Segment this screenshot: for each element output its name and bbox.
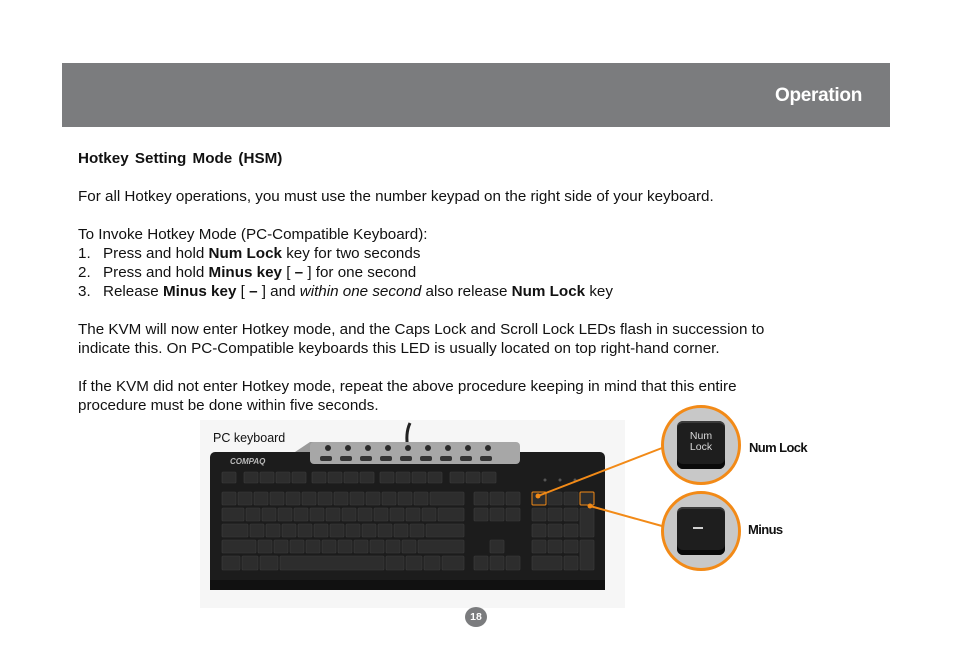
- keyboard-caption: PC keyboard: [213, 431, 286, 445]
- kvm-paragraph: The KVM will now enter Hotkey mode, and the Caps Lock and Scroll Lock LEDs flash in succession to indicate this. On PC-Compatible keyboards this LED is usually located on top right-hand corner.: [78, 321, 765, 357]
- brand-logo: COMPAQ: [230, 457, 266, 466]
- minus-callout: Minus: [748, 522, 783, 537]
- numlock-key: Num Lock: [677, 421, 725, 469]
- page-number: 18: [465, 607, 487, 627]
- hsm-heading: Hotkey Setting Mode (HSM): [78, 150, 283, 167]
- section-title: Operation: [774, 85, 862, 106]
- numlock-callout: Num Lock: [749, 440, 808, 455]
- numlock-zoom: [661, 405, 741, 485]
- fail-paragraph: If the KVM did not enter Hotkey mode, repeat the above procedure keeping in mind that this entire procedure must be done within five seconds.: [78, 378, 737, 414]
- intro-paragraph: For all Hotkey operations, you must use the number keypad on the right side of your keyboard.: [78, 188, 714, 205]
- invoke-heading: To Invoke Hotkey Mode (PC-Compatible Keyboard):: [78, 226, 428, 243]
- step-1: 1. Press and hold Num Lock key for two seconds: [78, 245, 421, 262]
- step-3: 3. Release Minus key [ – ] and within one second also release Num Lock key: [78, 283, 613, 300]
- minus-zoom: [661, 491, 741, 571]
- step-2: 2. Press and hold Minus key [ – ] for one second: [78, 264, 417, 281]
- minus-key: [677, 507, 725, 555]
